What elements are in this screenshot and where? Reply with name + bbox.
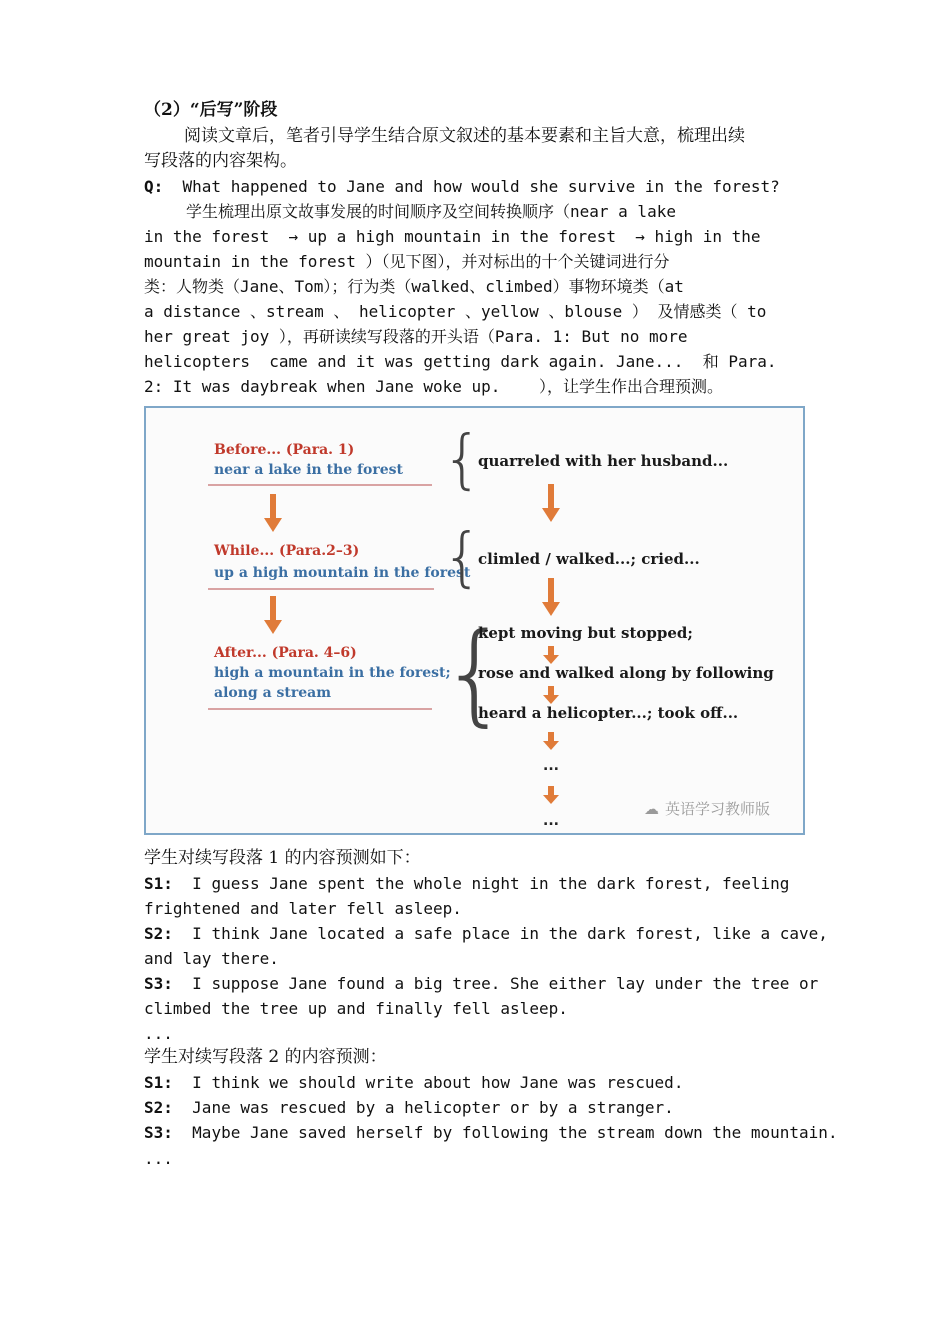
para1-s2-cont: and lay there. [144, 949, 279, 968]
para2-s2-text: Jane was rescued by a helicopter or by a stranger. [192, 1098, 674, 1117]
s2-label: S2: [144, 924, 173, 943]
before-place: near a lake in the forest [214, 462, 404, 478]
arrow-down-icon [543, 732, 559, 750]
para1-s1-text: I guess Jane spent the whole night in the dark forest, feeling [192, 874, 790, 893]
right-item-4: rose and walked along by following [478, 664, 774, 682]
arrow-down-icon [264, 494, 282, 532]
para2-s1-text: I think we should write about how Jane was rescued. [192, 1073, 684, 1092]
para1-ellipsis: ... [144, 1024, 173, 1043]
brace-icon: { [442, 521, 483, 595]
para2-s1 [144, 1070, 683, 1095]
s2-label: S2: [144, 1098, 173, 1117]
para1-s3-text: I suppose Jane found a big tree. She either lay under the tree or [192, 974, 819, 993]
para1-s3 [144, 971, 818, 996]
s3-label: S3: [144, 1123, 173, 1142]
brace-icon: { [440, 609, 510, 737]
s1-label: S1: [144, 1073, 173, 1092]
wechat-icon: ☁ [644, 800, 659, 818]
para1-title: 学生对续写段落 1 的内容预测如下： [144, 848, 421, 868]
right-item-3: kept moving but stopped; [478, 624, 693, 642]
right-item-5: heard a helicopter...; took off... [478, 704, 739, 722]
question-text: What happened to Jane and how would she survive in the forest? [182, 177, 780, 196]
brace-icon: { [442, 423, 483, 497]
para1-s3-cont: climbed the tree up and finally fell asleep. [144, 999, 568, 1018]
while-place: up a high mountain in the forest [214, 565, 471, 581]
para1-s1-cont: frightened and later fell asleep. [144, 899, 462, 918]
watermark-text: 英语学习教师版 [665, 800, 771, 818]
arrow-down-icon [543, 686, 559, 704]
watermark [644, 798, 770, 819]
para1-s2 [144, 921, 828, 946]
analysis-line-8: 2: It was daybreak when Jane woke up. ），让学生作出合理预测。 [144, 377, 723, 396]
analysis-line-4: 类：人物类（Jane、Tom）；行为类（walked、climbed）事物环境类（at [144, 277, 684, 296]
analysis-line-6: her great joy ），再研读续写段落的开头语（Para. 1: But no more [144, 327, 688, 346]
analysis-line-3: mountain in the forest ）（见下图），并对标出的十个关键词进行分 [144, 252, 670, 271]
arrow-down-icon [543, 786, 559, 804]
after-place-1: high a mountain in the forest; [214, 665, 451, 681]
question-line [144, 174, 780, 199]
analysis-line-7: helicopters came and it was getting dark again. Jane... 和 Para. [144, 352, 777, 371]
para2-s3 [144, 1120, 838, 1145]
before-label: Before... (Para. 1) [214, 442, 355, 458]
after-place-2: along a stream [214, 685, 332, 701]
analysis-line-2: in the forest → up a high mountain in the forest → high in the [144, 227, 761, 246]
para1-s2-text: I think Jane located a safe place in the dark forest, like a cave, [192, 924, 828, 943]
right-item-1: quarreled with her husband... [478, 452, 729, 470]
after-label: After... (Para. 4–6) [214, 645, 357, 661]
while-label: While... (Para.2–3) [214, 543, 360, 559]
arrow-down-icon [542, 578, 560, 616]
analysis-line-5: a distance 、stream 、 helicopter 、yellow 、blouse ） 及情感类（ to [144, 302, 767, 321]
ellipsis-2: ... [543, 813, 559, 829]
arrow-down-icon [264, 596, 282, 634]
para2-title: 学生对续写段落 2 的内容预测： [144, 1047, 387, 1067]
section-heading: （2）“后写”阶段 [144, 100, 278, 120]
para1-s1 [144, 871, 789, 896]
para2-s2 [144, 1095, 674, 1120]
arrows-layer [146, 408, 807, 837]
para2-ellipsis: ... [144, 1149, 173, 1168]
intro-line-2: 写段落的内容架构。 [144, 151, 297, 171]
s1-label: S1: [144, 874, 173, 893]
arrow-down-icon [543, 646, 559, 664]
question-label: Q: [144, 177, 164, 196]
ellipsis-1: ... [543, 758, 559, 774]
para2-s3-text: Maybe Jane saved herself by following the stream down the mountain. [192, 1123, 838, 1142]
arrow-down-icon [542, 484, 560, 522]
story-structure-figure [144, 406, 805, 835]
right-item-2: climled / walked...; cried... [478, 550, 700, 568]
s3-label: S3: [144, 974, 173, 993]
intro-line-1: 阅读文章后，笔者引导学生结合原文叙述的基本要素和主旨大意，梳理出续 [184, 126, 745, 146]
analysis-line-1: 学生梳理出原文故事发展的时间顺序及空间转换顺序（near a lake [186, 202, 676, 221]
